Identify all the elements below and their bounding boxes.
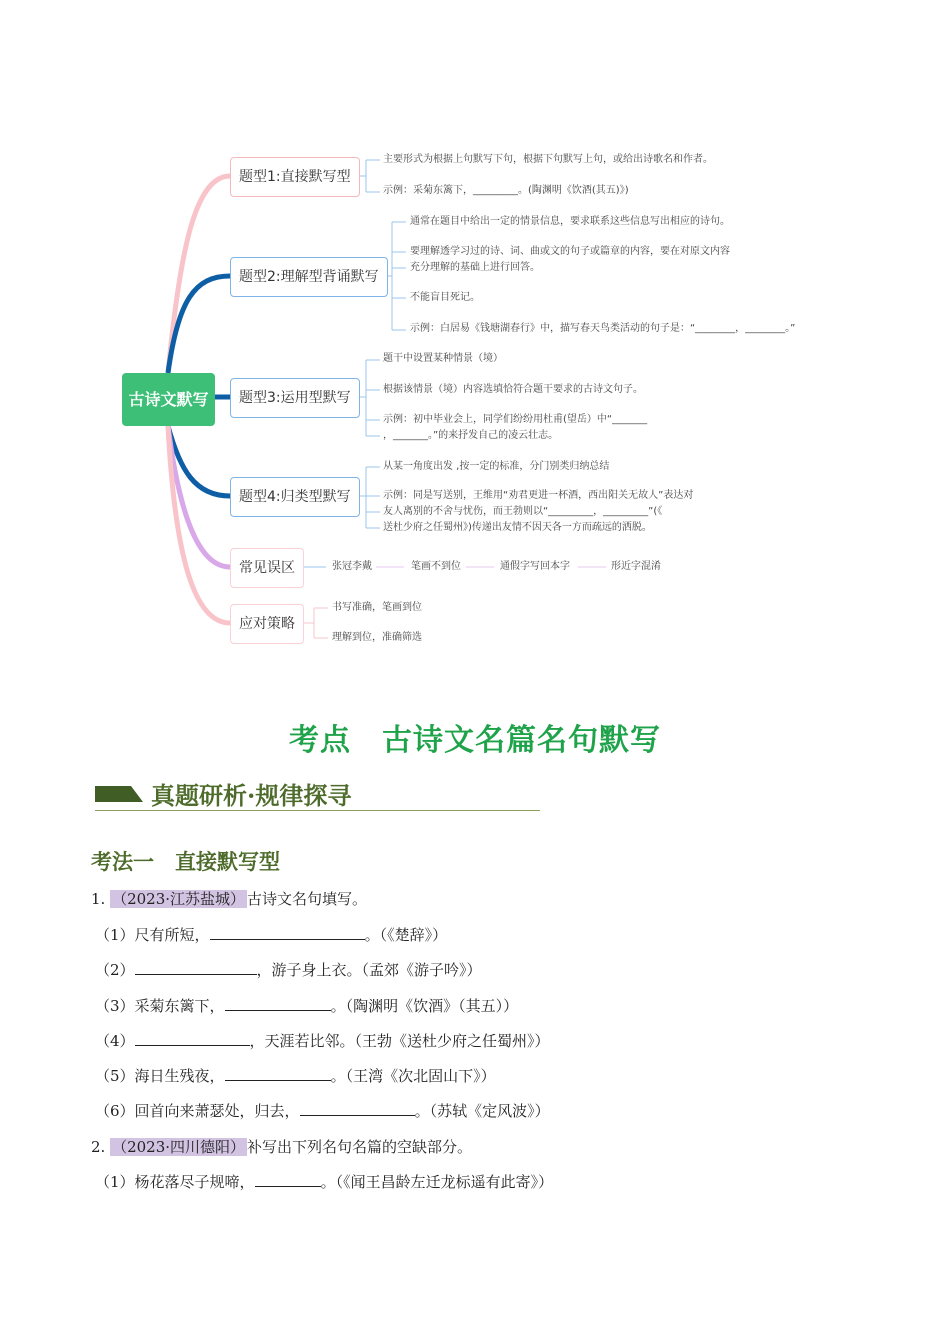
item-text: 尺有所短， [134,926,210,944]
leaf-text: 通常在题目中给出一定的情景信息，要求联系这些信息写出相应的诗句。 [410,216,730,227]
leaf-text: 友人离别的不舍与忧伤，而王勃则以“_________，_________”(《 [383,506,663,517]
item-number: （2） [95,961,135,979]
section-title: 真题研析·规律探寻 [151,781,352,810]
question-prompt: 补写出下列名句名篇的空缺部分。 [247,1138,473,1156]
question-item [95,924,447,945]
question-2 [91,1136,472,1157]
item-text: 杨花落尽子规啼， [134,1173,255,1191]
leaf-text: 送杜少府之任蜀州》)传递出友情不因天各一方而疏远的洒脱。 [383,522,652,533]
item-text: 。（《闻王昌龄左迁龙标遥有此寄》） [320,1173,554,1191]
leaf-text: 形近字混淆 [611,561,661,572]
answer-blank[interactable] [135,959,257,975]
question-item [95,1065,496,1086]
leaf-text: 题干中设置某种情景（境） [383,353,503,364]
item-number: （1） [95,1173,135,1191]
leaf-text: 主要形式为根据上句默写下句，根据下句默写上句，或给出诗歌名和作者。 [383,154,713,165]
question-1 [91,888,367,909]
leaf-text: ，_______。”的来抒发自己的凌云壮志。 [383,430,559,441]
question-item [95,1100,550,1121]
branch-strategies: 应对策略 [230,604,304,644]
answer-blank[interactable] [135,1030,250,1046]
leaf-text: 张冠李戴 [332,561,372,572]
question-number: 1. [91,890,106,908]
section-flag-icon [95,786,143,802]
item-text: 海日生残夜， [134,1067,225,1085]
question-item [95,1171,553,1192]
question-number: 2. [91,1138,106,1156]
answer-blank[interactable] [210,924,365,940]
leaf-text: 示例：白居易《钱塘湖春行》中，描写春天鸟类活动的句子是：“________，________。” [410,323,796,334]
item-number: （5） [95,1067,135,1085]
leaf-text: 根据该情景（境）内容选填恰符合题干要求的古诗文句子。 [383,384,643,395]
section-header [95,776,540,811]
answer-blank[interactable] [225,995,331,1011]
leaf-text: 书写准确，笔画到位 [332,602,422,613]
branch-type4: 题型4:归类型默写 [230,477,360,517]
question-item [95,1030,550,1051]
item-text: 。（《楚辞》） [364,926,448,944]
leaf-text: 理解到位，准确筛选 [332,632,422,643]
leaf-text: 示例：同是写送别，王维用“劝君更进一杯酒，西出阳关无故人”表达对 [383,490,694,501]
item-number: （6） [95,1102,135,1120]
method-title: 考法一 直接默写型 [91,849,280,874]
item-text: ，游子身上衣。（孟郊《游子吟》） [256,961,482,979]
question-item [95,995,518,1016]
page-heading: 考点 古诗文名篇名句默写 [289,723,661,758]
leaf-text: 笔画不到位 [411,561,461,572]
item-text: 。（苏轼《定风波》） [414,1102,550,1120]
question-prompt: 古诗文名句填写。 [247,890,368,908]
question-source: （2023·四川德阳） [112,1138,246,1156]
item-number: （3） [95,997,135,1015]
mind-map-root: 古诗文默写 [122,373,215,426]
branch-mistakes: 常见误区 [230,548,304,588]
item-text: 回首向来萧瑟处，归去， [134,1102,300,1120]
leaf-text: 充分理解的基础上进行回答。 [410,262,540,273]
item-text: ，天涯若比邻。（王勃《送杜少府之任蜀州》） [249,1032,550,1050]
leaf-text: 不能盲目死记。 [410,292,480,303]
item-text: 。（陶渊明《饮酒》（其五）） [330,997,519,1015]
item-text: 采菊东篱下， [134,997,225,1015]
leaf-text: 通假字写回本字 [500,561,570,572]
item-number: （4） [95,1032,135,1050]
answer-blank[interactable] [225,1065,331,1081]
answer-blank[interactable] [255,1171,321,1187]
leaf-text: 要理解透学习过的诗、词、曲或文的句子或篇章的内容，要在对原文内容 [410,246,730,257]
leaf-text: 示例：采菊东篱下，_________。(陶渊明《饮酒(其五)》) [383,185,629,196]
branch-type1: 题型1:直接默写型 [230,157,360,197]
leaf-text: 从某一角度出发 ,按一定的标准，分门别类归纳总结 [383,461,610,472]
branch-type2: 题型2:理解型背诵默写 [230,257,388,297]
item-text: 。（王湾《次北固山下》） [330,1067,496,1085]
question-source: （2023·江苏盐城） [112,890,246,908]
leaf-text: 示例：初中毕业会上，同学们纷纷用杜甫(望岳）中“_______ [383,414,648,425]
answer-blank[interactable] [300,1100,415,1116]
item-number: （1） [95,926,135,944]
question-item [95,959,482,980]
branch-type3: 题型3:运用型默写 [230,378,360,418]
